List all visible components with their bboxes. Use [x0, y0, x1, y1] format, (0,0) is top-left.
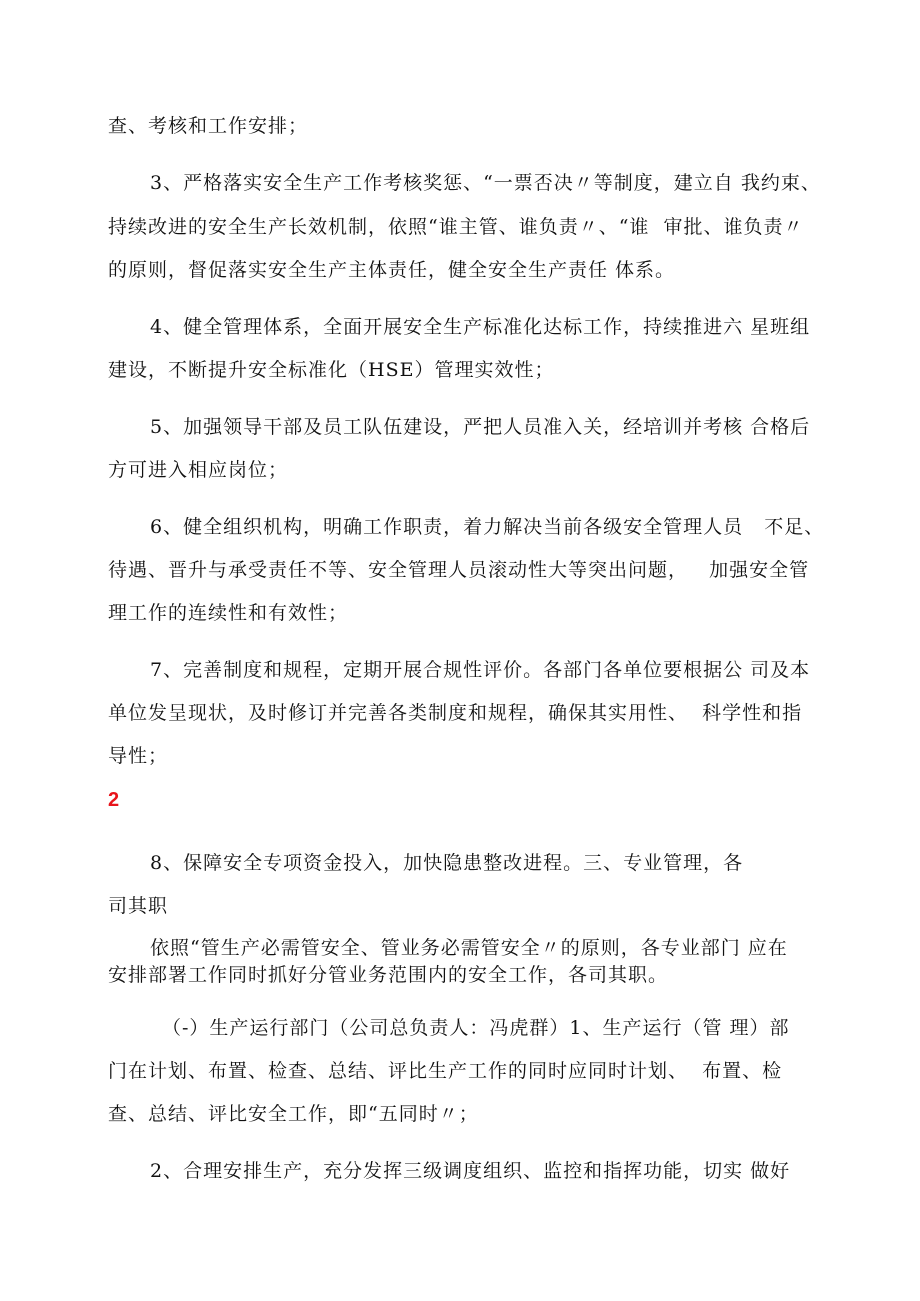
text-line: 4、健全管理体系，全面开展安全生产标准化达标工作，持续推进六 星班组	[150, 316, 811, 338]
page-number: 2	[108, 789, 120, 811]
text-line: 导性；	[108, 745, 169, 767]
text-line: 门在计划、布置、检查、总结、评比生产工作的同时应同时计划、 布置、检	[108, 1060, 783, 1082]
text-line: 查、考核和工作安排；	[108, 115, 309, 137]
text-line: 的原则，督促落实安全生产主体责任，健全安全生产责任 体系。	[108, 259, 676, 281]
text-line: 单位发呈现状，及时修订并完善各类制度和规程，确保其实用性、 科学性和指	[108, 702, 803, 724]
text-line: 方可进入相应岗位；	[108, 459, 289, 481]
text-line: 5、加强领导干部及员工队伍建设，严把人员准入关，经培训并考核 合格后	[150, 416, 811, 438]
text-line: 7、完善制度和规程，定期开展合规性评价。各部门各单位要根据公 司及本	[150, 659, 811, 681]
text-line: 8、保障安全专项资金投入，加快隐患整改进程。三、专业管理，各	[150, 852, 744, 874]
text-line: 查、总结、评比安全工作，即“五同时〃；	[108, 1103, 479, 1125]
text-line: 司其职	[108, 895, 169, 917]
text-line: 依照“管生产必需管安全、管业务必需管安全〃的原则，各专业部门 应在	[150, 937, 788, 959]
text-line: 安排部署工作同时抓好分管业务范围内的安全工作，各司其职。	[108, 964, 669, 986]
text-line: 3、严格落实安全生产工作考核奖惩、“一票否决〃等制度，建立自 我约束、	[150, 172, 821, 194]
text-line: 待遇、晋升与承受责任不等、安全管理人员滚动性大等突出问题， 加强安全管	[108, 559, 810, 581]
text-line: 建设，不断提升安全标准化（HSE）管理实效性；	[108, 359, 555, 381]
text-line: （-）生产运行部门（公司总负责人：冯虎群）1、生产运行（管 理）部	[162, 1017, 790, 1039]
text-line: 6、健全组织机构，明确工作职责，着力解决当前各级安全管理人员 不足、	[150, 516, 825, 538]
text-line: 持续改进的安全生产长效机制，依照“谁主管、谁负责〃、“谁 审批、谁负责〃	[108, 216, 804, 238]
text-line: 2、合理安排生产，充分发挥三级调度组织、监控和指挥功能，切实 做好	[150, 1160, 791, 1182]
text-line: 理工作的连续性和有效性；	[108, 602, 349, 624]
